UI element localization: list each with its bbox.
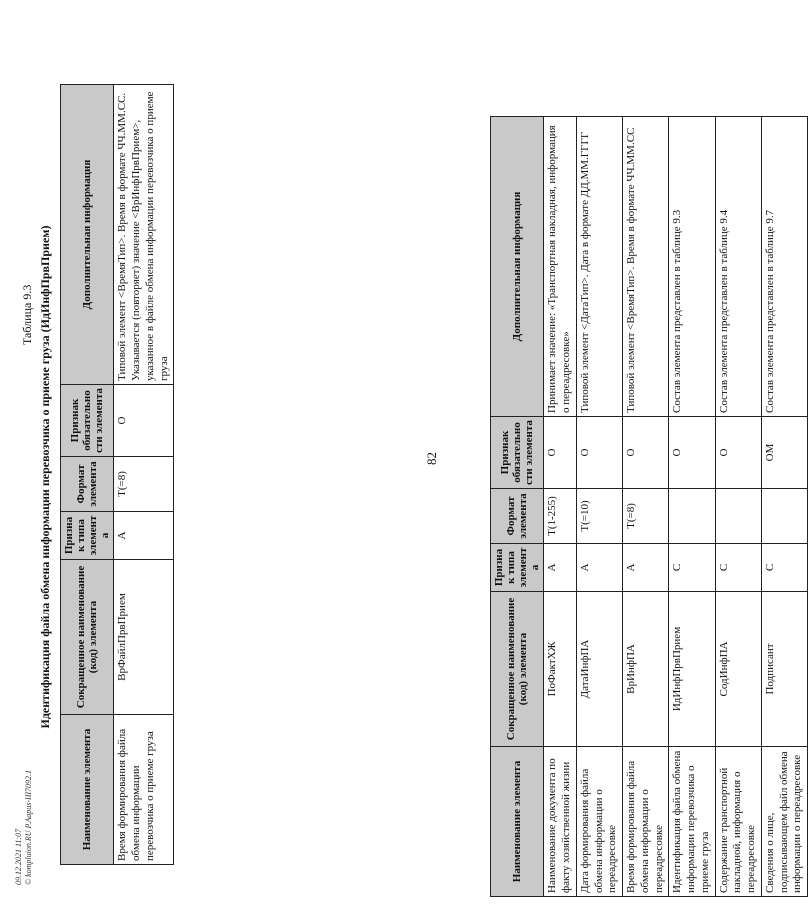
cell-format: Т(1-255) (544, 489, 577, 544)
cell-info: Состав элемента представлен в таблице 9.3 (669, 117, 715, 417)
col-header-format: Формат элемента (61, 457, 114, 512)
cell-type: А (544, 544, 577, 592)
cell-format: Т(=8) (623, 489, 669, 544)
cell-code: ВрИнфПА (623, 592, 669, 747)
col-header-code: Сокращенное наименование (код) элемента (61, 560, 114, 715)
page-number: 82 (424, 452, 439, 465)
cell-code: ВрФайлПрвПрием (114, 560, 174, 715)
table-row (623, 117, 669, 897)
cell-type: С (715, 544, 761, 592)
cell-format (715, 489, 761, 544)
footer-source: © kompluion.RU P.Aapus-III7092.1 (23, 769, 33, 885)
cell-format: Т(=8) (114, 457, 174, 512)
cell-info: Типовой элемент <ДатаТип>. Дата в формате ДД.ММ.ГГГГ (576, 117, 622, 417)
table-row (576, 117, 622, 897)
cell-type: А (576, 544, 622, 592)
cell-format: Т(=10) (576, 489, 622, 544)
elements-table (490, 116, 808, 897)
identification-table (60, 84, 174, 865)
cell-required: О (576, 417, 622, 489)
cell-code: ИдИнфПрвПрием (669, 592, 715, 747)
col-header-name: Наименование элемента (61, 715, 114, 865)
cell-type: А (623, 544, 669, 592)
cell-required: О (715, 417, 761, 489)
col-header-format: Формат элемента (491, 489, 544, 544)
table-header-row (491, 117, 544, 897)
col-header-name: Наименование элемента (491, 747, 544, 897)
table-row (544, 117, 577, 897)
cell-format (669, 489, 715, 544)
table-row (669, 117, 715, 897)
cell-info: Типовой элемент <ВремяТип>. Время в формате ЧЧ.ММ.СС. Указывается (повторяет) значение <ВрИнфПрвПрием>, указанное в файле обмена информации перевозчика о приеме груза (114, 85, 174, 385)
col-header-type: Признак типа элемента (61, 512, 114, 560)
cell-type: С (761, 544, 807, 592)
table-title: Идентификация файла обмена информации перевозчика о приеме груза (ИдИнфПрвПрием) (38, 225, 52, 729)
table-label: Таблица 9.3 (20, 284, 34, 345)
cell-required: О (623, 417, 669, 489)
cell-name: Сведения о лице, подписывающем файл обмена информации о переадресовке (761, 747, 807, 897)
cell-required: О (544, 417, 577, 489)
col-header-info: Дополнительная информация (61, 85, 114, 385)
cell-info: Состав элемента представлен в таблице 9.4 (715, 117, 761, 417)
cell-code: ПоФактХЖ (544, 592, 577, 747)
col-header-required: Признак обязательности элемента (61, 385, 114, 457)
cell-code: Подписант (761, 592, 807, 747)
col-header-code: Сокращенное наименование (код) элемента (491, 592, 544, 747)
cell-name: Наименование документа по факту хозяйственной жизни (544, 747, 577, 897)
cell-name: Содержание транспортной накладной, информация о переадресовке (715, 747, 761, 897)
table-row (761, 117, 807, 897)
cell-info: Состав элемента представлен в таблице 9.7 (761, 117, 807, 417)
col-header-info: Дополнительная информация (491, 117, 544, 417)
cell-info: Принимает значение: «Транспортная накладная, информация о переадресовке» (544, 117, 577, 417)
cell-required: О (669, 417, 715, 489)
cell-name: Время формирования файла обмена информации перевозчика о приеме груза (114, 715, 174, 865)
col-header-type: Признак типа элемента (491, 544, 544, 592)
cell-required: ОМ (761, 417, 807, 489)
cell-required: О (114, 385, 174, 457)
cell-info: Типовой элемент <ВремяТип>. Время в формате ЧЧ.ММ.СС (623, 117, 669, 417)
cell-name: Время формирования файла обмена информации о переадресовке (623, 747, 669, 897)
col-header-required: Признак обязательности элемента (491, 417, 544, 489)
cell-code: СодИнфПА (715, 592, 761, 747)
cell-type: С (669, 544, 715, 592)
table-row (114, 85, 174, 865)
table-row (715, 117, 761, 897)
cell-type: А (114, 512, 174, 560)
table-header-row (61, 85, 114, 865)
print-footer (14, 770, 33, 885)
cell-name: Дата формирования файла обмена информации о переадресовке (576, 747, 622, 897)
cell-format (761, 489, 807, 544)
cell-name: Идентификация файла обмена информации перевозчика о приеме груза (669, 747, 715, 897)
cell-code: ДатаИнфПА (576, 592, 622, 747)
footer-date: 09.12.2021 11:07 (14, 828, 23, 885)
